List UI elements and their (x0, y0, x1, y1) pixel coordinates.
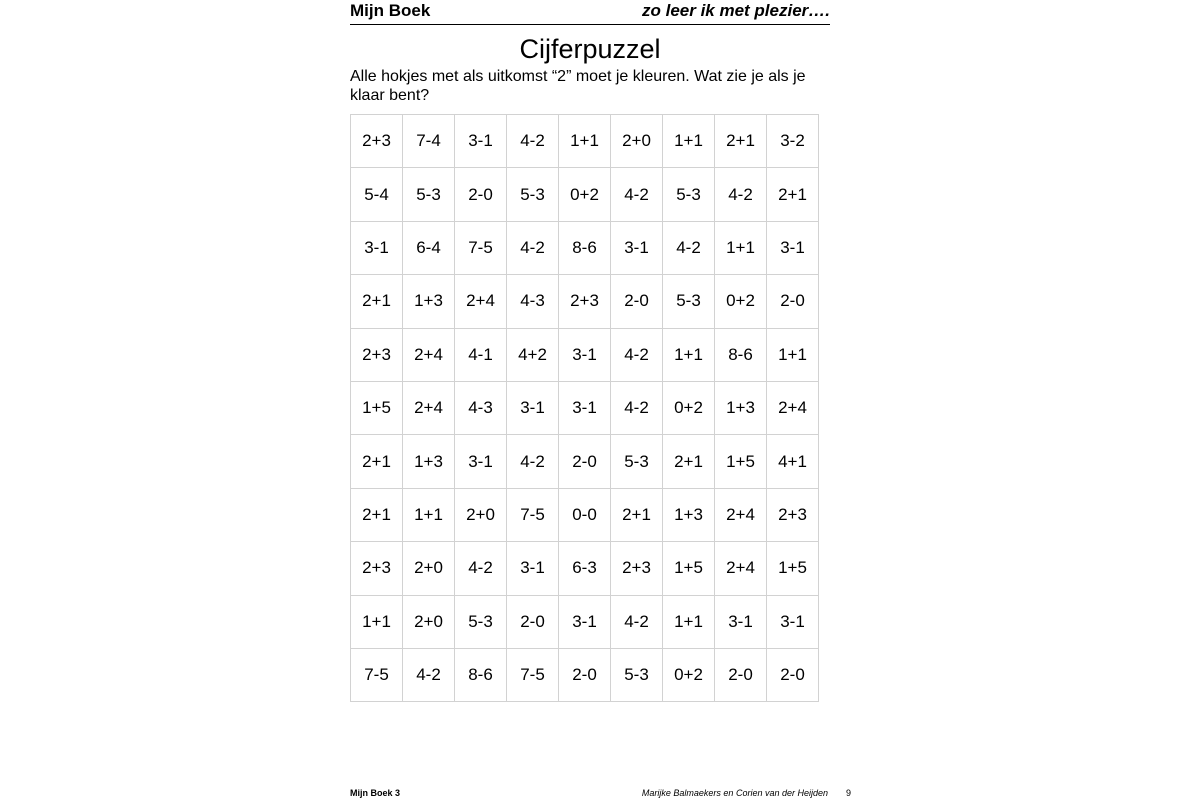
grid-cell[interactable]: 2-0 (455, 168, 507, 221)
grid-cell[interactable]: 2-0 (767, 648, 819, 701)
grid-cell[interactable]: 2-0 (559, 648, 611, 701)
grid-cell[interactable]: 4-2 (455, 542, 507, 595)
grid-cell[interactable]: 3-2 (767, 115, 819, 168)
page-title: Cijferpuzzel (519, 34, 661, 64)
grid-cell[interactable]: 2-0 (715, 648, 767, 701)
grid-cell[interactable]: 2+4 (715, 542, 767, 595)
grid-row (351, 168, 819, 221)
grid-cell[interactable]: 2+4 (455, 275, 507, 328)
grid-cell[interactable]: 4-2 (611, 168, 663, 221)
grid-cell[interactable]: 4-2 (663, 221, 715, 274)
grid-cell[interactable]: 3-1 (767, 595, 819, 648)
grid-cell[interactable]: 1+5 (767, 542, 819, 595)
grid-cell[interactable]: 8-6 (455, 648, 507, 701)
grid-cell[interactable]: 1+1 (767, 328, 819, 381)
grid-row (351, 488, 819, 541)
grid-cell[interactable]: 0+2 (663, 381, 715, 434)
grid-cell[interactable]: 1+3 (403, 275, 455, 328)
page-header (350, 0, 830, 25)
grid-row (351, 115, 819, 168)
grid-cell[interactable]: 5-3 (611, 648, 663, 701)
grid-row (351, 221, 819, 274)
grid-cell[interactable]: 2+1 (767, 168, 819, 221)
grid-cell[interactable]: 1+5 (663, 542, 715, 595)
grid-cell[interactable]: 0+2 (715, 275, 767, 328)
grid-cell[interactable]: 1+1 (403, 488, 455, 541)
grid-row (351, 328, 819, 381)
grid-cell[interactable]: 6-4 (403, 221, 455, 274)
grid-cell[interactable]: 4-2 (611, 381, 663, 434)
grid-cell[interactable]: 1+5 (351, 381, 403, 434)
grid-cell[interactable]: 1+3 (663, 488, 715, 541)
grid-cell[interactable]: 2+1 (351, 488, 403, 541)
grid-cell[interactable]: 1+1 (663, 115, 715, 168)
grid-cell[interactable]: 2-0 (611, 275, 663, 328)
grid-cell[interactable]: 1+1 (663, 328, 715, 381)
footer-book-name: Mijn Boek 3 (350, 788, 401, 798)
grid-cell[interactable]: 2+3 (351, 115, 403, 168)
page-number: 9 (846, 788, 852, 798)
grid-cell[interactable]: 1+1 (663, 595, 715, 648)
grid-cell[interactable]: 0-0 (559, 488, 611, 541)
grid-cell[interactable]: 4-2 (507, 221, 559, 274)
book-slogan: zo leer ik met plezier…. (641, 1, 830, 20)
grid-cell[interactable]: 1+1 (559, 115, 611, 168)
grid-cell[interactable]: 2+4 (403, 381, 455, 434)
grid-cell[interactable]: 7-5 (351, 648, 403, 701)
grid-cell[interactable]: 4+2 (507, 328, 559, 381)
grid-cell[interactable]: 4+1 (767, 435, 819, 488)
grid-cell[interactable]: 2+3 (767, 488, 819, 541)
grid-cell[interactable]: 5-3 (663, 275, 715, 328)
grid-cell[interactable]: 2+4 (715, 488, 767, 541)
grid-cell[interactable]: 1+1 (715, 221, 767, 274)
grid-cell[interactable]: 4-2 (611, 595, 663, 648)
grid-cell[interactable]: 4-2 (507, 435, 559, 488)
grid-cell[interactable]: 7-5 (455, 221, 507, 274)
grid-cell[interactable]: 3-1 (767, 221, 819, 274)
grid-cell[interactable]: 2+4 (767, 381, 819, 434)
grid-cell[interactable]: 7-4 (403, 115, 455, 168)
grid-cell[interactable]: 4-2 (715, 168, 767, 221)
grid-cell[interactable]: 8-6 (559, 221, 611, 274)
grid-cell[interactable]: 4-2 (403, 648, 455, 701)
grid-cell[interactable]: 4-2 (507, 115, 559, 168)
grid-cell[interactable]: 2-0 (559, 435, 611, 488)
grid-cell[interactable]: 4-3 (455, 381, 507, 434)
grid-cell[interactable]: 0+2 (559, 168, 611, 221)
grid-cell[interactable]: 5-3 (663, 168, 715, 221)
grid-cell[interactable]: 1+1 (351, 595, 403, 648)
grid-cell[interactable]: 1+5 (715, 435, 767, 488)
grid-cell[interactable]: 0+2 (663, 648, 715, 701)
grid-cell[interactable]: 3-1 (455, 435, 507, 488)
grid-cell[interactable]: 5-3 (403, 168, 455, 221)
grid-cell[interactable]: 3-1 (351, 221, 403, 274)
grid-cell[interactable]: 2+0 (611, 115, 663, 168)
grid-cell[interactable]: 3-1 (559, 595, 611, 648)
grid-cell[interactable]: 5-4 (351, 168, 403, 221)
grid-row (351, 542, 819, 595)
grid-cell[interactable]: 6-3 (559, 542, 611, 595)
grid-cell[interactable]: 2+3 (559, 275, 611, 328)
grid-cell[interactable]: 1+3 (715, 381, 767, 434)
grid-cell[interactable]: 7-5 (507, 488, 559, 541)
grid-cell[interactable]: 2+1 (351, 435, 403, 488)
grid-cell[interactable]: 2+0 (403, 595, 455, 648)
grid-cell[interactable]: 3-1 (559, 381, 611, 434)
grid-cell[interactable]: 5-3 (507, 168, 559, 221)
grid-cell[interactable]: 2-0 (767, 275, 819, 328)
grid-cell[interactable]: 2+1 (351, 275, 403, 328)
grid-cell[interactable]: 2+0 (403, 542, 455, 595)
grid-cell[interactable]: 3-1 (507, 381, 559, 434)
grid-cell[interactable]: 2+1 (611, 488, 663, 541)
grid-cell[interactable]: 2+0 (455, 488, 507, 541)
grid-cell[interactable]: 3-1 (507, 542, 559, 595)
instructions-text: Alle hokjes met als uitkomst “2” moet je kleuren. Wat zie je als je klaar bent? (350, 68, 806, 104)
grid-row (351, 435, 819, 488)
grid-cell[interactable]: 4-2 (611, 328, 663, 381)
grid-cell[interactable]: 4-1 (455, 328, 507, 381)
grid-row (351, 381, 819, 434)
grid-cell[interactable]: 2+1 (663, 435, 715, 488)
grid-cell[interactable]: 1+3 (403, 435, 455, 488)
grid-cell[interactable]: 5-3 (455, 595, 507, 648)
grid-cell[interactable]: 2-0 (507, 595, 559, 648)
grid-row (351, 595, 819, 648)
footer-authors: Marijke Balmaekers en Corien van der Heijden (641, 788, 828, 798)
grid-row (351, 275, 819, 328)
grid-cell[interactable]: 2+3 (611, 542, 663, 595)
grid-cell[interactable]: 2+4 (403, 328, 455, 381)
grid-cell[interactable]: 5-3 (611, 435, 663, 488)
grid-cell[interactable]: 3-1 (559, 328, 611, 381)
grid-cell[interactable]: 7-5 (507, 648, 559, 701)
grid-cell[interactable]: 3-1 (455, 115, 507, 168)
grid-cell[interactable]: 2+3 (351, 542, 403, 595)
grid-cell[interactable]: 8-6 (715, 328, 767, 381)
puzzle-grid (350, 114, 819, 702)
grid-cell[interactable]: 2+3 (351, 328, 403, 381)
grid-cell[interactable]: 3-1 (611, 221, 663, 274)
grid-cell[interactable]: 4-3 (507, 275, 559, 328)
grid-cell[interactable]: 2+1 (715, 115, 767, 168)
book-title: Mijn Boek (350, 1, 431, 20)
grid-cell[interactable]: 3-1 (715, 595, 767, 648)
grid-row (351, 648, 819, 701)
